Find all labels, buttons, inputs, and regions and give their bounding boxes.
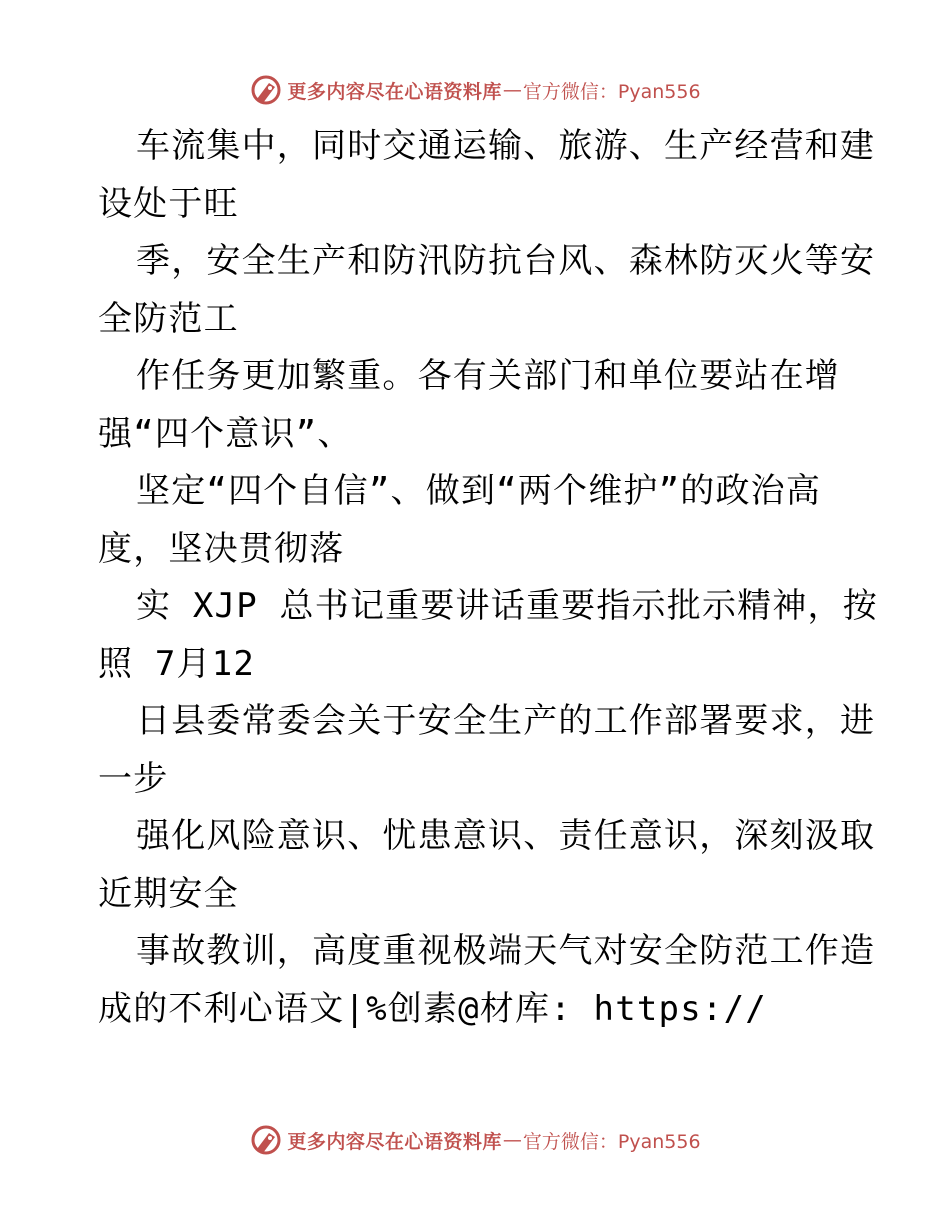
pen-nib-logo-icon xyxy=(249,1123,283,1157)
body-line: 照 7月12 xyxy=(98,643,256,684)
header-watermark xyxy=(0,70,950,110)
body-line: 一步 xyxy=(98,758,169,799)
body-line: 车流集中，同时交通运输、旅游、生产经营和建 xyxy=(136,126,876,166)
body-line: 日县委常委会关于安全生产的工作部署要求，进 xyxy=(136,701,876,741)
body-line: 近期安全 xyxy=(98,873,239,914)
pen-nib-logo-icon xyxy=(249,73,283,107)
body-line: 季，安全生产和防汛防抗台风、森林防灭火等安 xyxy=(136,241,876,281)
watermark-main-text: 更多内容尽在心语资料库 xyxy=(287,80,502,103)
body-line: 设处于旺 xyxy=(98,183,239,224)
watermark-sub-text: 官方微信：Pyan556 xyxy=(522,80,701,103)
footer-watermark xyxy=(0,1120,950,1160)
body-line: 事故教训，高度重视极端天气对安全防范工作造 xyxy=(136,931,876,971)
body-line: 强化风险意识、忧患意识、责任意识，深刻汲取 xyxy=(136,816,876,856)
body-line: 坚定“四个自信”、做到“两个维护”的政治高 xyxy=(136,471,822,511)
watermark-separator: — xyxy=(502,79,522,101)
watermark-main-text: 更多内容尽在心语资料库 xyxy=(287,1130,502,1153)
body-line: 全防范工 xyxy=(98,298,239,339)
watermark-separator: — xyxy=(502,1129,522,1151)
body-line: 强“四个意识”、 xyxy=(98,413,353,454)
document-body xyxy=(98,118,878,1038)
body-line: 度，坚决贯彻落 xyxy=(98,528,345,569)
watermark-sub-text: 官方微信：Pyan556 xyxy=(522,1130,701,1153)
body-line: 作任务更加繁重。各有关部门和单位要站在增 xyxy=(136,356,840,396)
body-line: 实 XJP 总书记重要讲话重要指示批示精神，按 xyxy=(136,586,878,626)
body-line: 成的不利心语文|%创素@材库: https:// xyxy=(98,988,767,1029)
